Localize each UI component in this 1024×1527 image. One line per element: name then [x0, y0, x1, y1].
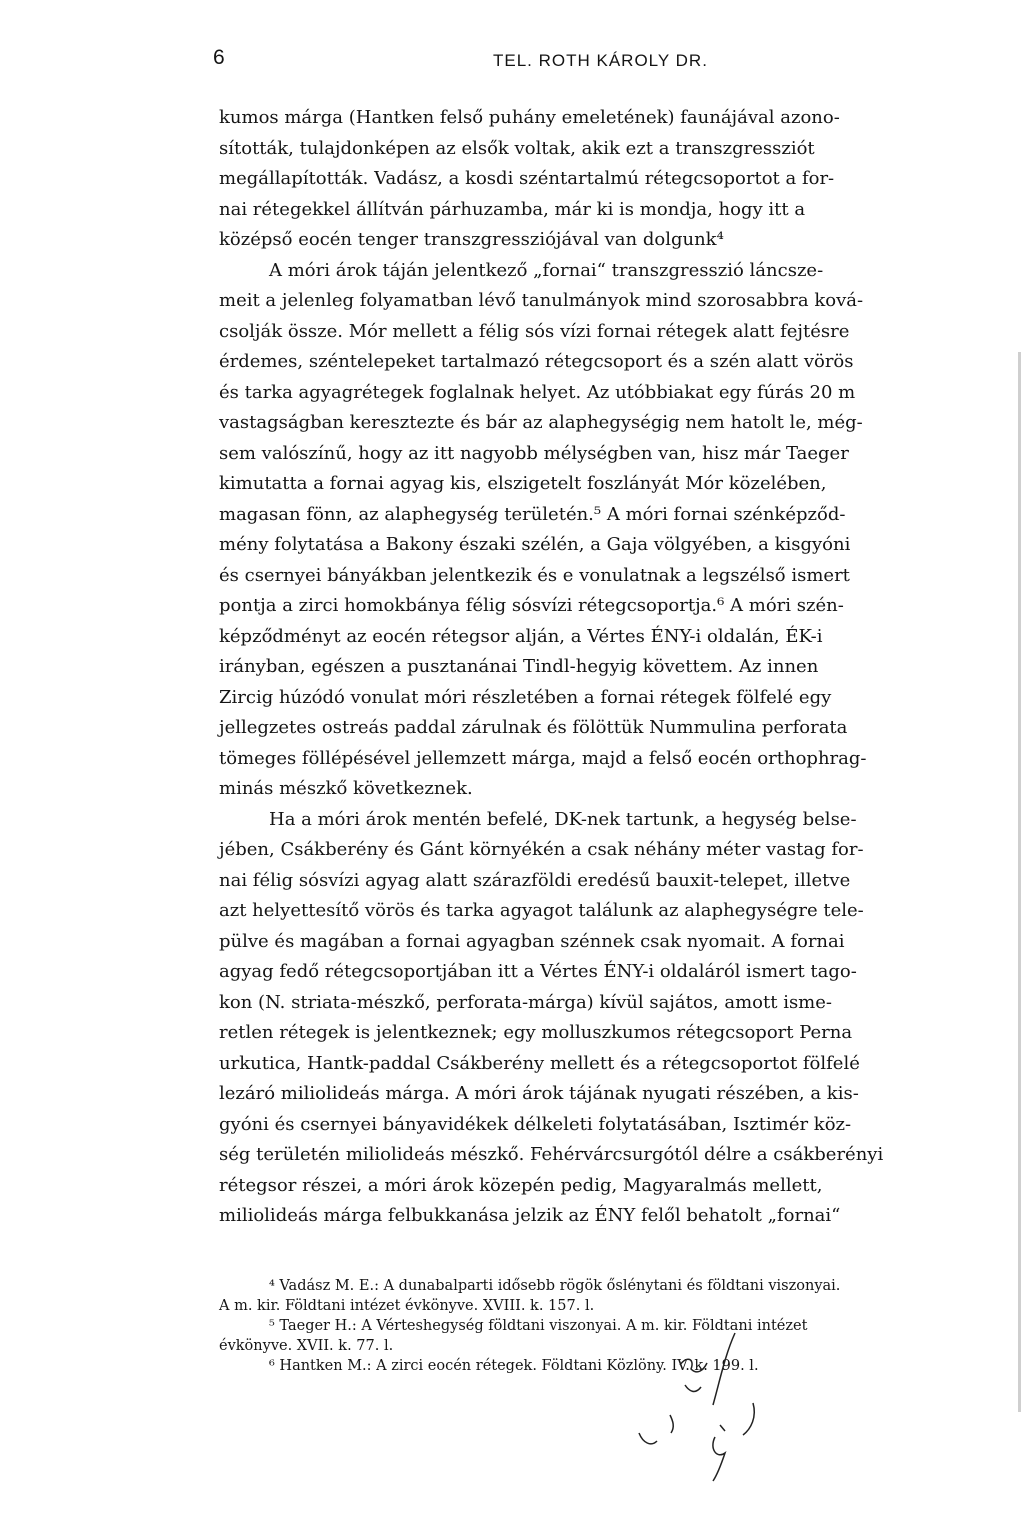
text-line: vastagságban keresztezte és bár az alaphegységig nem hatolt le, még-	[219, 412, 863, 433]
running-head: TEL. ROTH KÁROLY DR.	[493, 51, 708, 70]
text-line: pontja a zirci homokbánya félig sósvízi rétegcsoportja.⁶ A móri szén-	[219, 595, 844, 616]
footnote-line: ⁵ Taeger H.: A Vérteshegység földtani viszonyai. A m. kir. Földtani intézet	[269, 1318, 808, 1334]
text-line: sították, tulajdonképen az elsők voltak, akik ezt a transzgressziót	[219, 137, 815, 159]
body-text	[219, 103, 884, 1232]
text-line: minás mészkő következnek.	[219, 778, 473, 799]
text-line: gyóni és csernyei bányavidékek délkeleti folytatásában, Isztimér köz-	[219, 1113, 852, 1135]
text-line: irányban, egészen a pusztanánai Tindl-hegyig követtem. Az innen	[219, 656, 819, 677]
text-line: kumos márga (Hantken felső puhány emeletének) faunájával azono-	[219, 107, 840, 128]
margin-rule	[1018, 352, 1021, 1412]
text-line: kimutatta a fornai agyag kis, elszigetelt foszlányát Mór közelében,	[219, 473, 827, 494]
page-header	[213, 46, 791, 76]
text-line: Ha a móri árok mentén befelé, DK-nek tartunk, a hegység belse-	[269, 808, 857, 830]
text-line: ség területén miliolideás mészkő. Fehérvárcsurgótól délre a csákberényi	[219, 1144, 884, 1165]
text-line: miliolideás márga felbukkanása jelzik az ÉNY felől behatolt „fornai“	[219, 1205, 841, 1226]
text-line: kon (N. striata-mészkő, perforata-márga) kívül sajátos, amott isme-	[219, 991, 832, 1013]
text-line: középső eocén tenger transzgressziójával van dolgunk⁴	[219, 229, 724, 250]
text-line: urkutica, Hantk-paddal Csákberény mellett és a rétegcsoportot fölfelé	[219, 1052, 860, 1074]
text-line: Zircig húzódó vonulat móri részletében a fornai rétegek fölfelé egy	[219, 686, 832, 708]
text-line: érdemes, széntelepeket tartalmazó rétegcsoport és a szén alatt vörös	[219, 351, 854, 372]
text-line: jében, Csákberény és Gánt környékén a csak néhány méter vastag for-	[219, 839, 864, 860]
text-line: tömeges föllépésével jellemzett márga, majd a felső eocén orthophrag-	[219, 747, 867, 769]
footnote-line: ⁴ Vadász M. E.: A dunabalparti idősebb rögök őslénytani és földtani viszonyai.	[269, 1278, 841, 1294]
handwritten-scribble	[625, 1325, 765, 1485]
footnote-line: évkönyve. XVII. k. 77. l.	[219, 1338, 394, 1354]
page-number: 6	[213, 46, 225, 69]
text-line: pülve és magában a fornai agyagban szénnek csak nyomait. A fornai	[219, 930, 845, 952]
text-line: mény folytatása a Bakony északi szélén, a Gaja völgyében, a kisgyóni	[219, 534, 851, 555]
footnote-line: ⁶ Hantken M.: A zirci eocén rétegek. Földtani Közlöny. IV. k. 199. l.	[269, 1358, 759, 1374]
text-line: rétegsor részei, a móri árok közepén pedig, Magyaralmás mellett,	[219, 1174, 823, 1196]
text-line: magasan fönn, az alaphegység területén.⁵ A móri fornai szénképződ-	[219, 503, 846, 525]
text-line: retlen rétegek is jelentkeznek; egy molluszkumos rétegcsoport Perna	[219, 1022, 853, 1043]
footnote-line: A m. kir. Földtani intézet évkönyve. XVIII. k. 157. l.	[219, 1298, 595, 1314]
text-line: csolják össze. Mór mellett a félig sós vízi fornai rétegek alatt fejtésre	[219, 320, 850, 342]
text-line: A móri árok táján jelentkező „fornai“ transzgresszió láncsze-	[269, 259, 824, 281]
text-line: képződményt az eocén rétegsor alján, a Vértes ÉNY-i oldalán, ÉK-i	[219, 625, 823, 647]
text-line: nai rétegekkel állítván párhuzamba, már ki is mondja, hogy itt a	[219, 198, 806, 220]
text-line: megállapították. Vadász, a kosdi széntartalmú rétegcsoportot a for-	[219, 168, 835, 189]
text-line: agyag fedő rétegcsoportjában itt a Vértes ÉNY-i oldaláról ismert tago-	[219, 961, 857, 982]
text-line: jellegzetes ostreás paddal zárulnak és fölöttük Nummulina perforata	[219, 717, 848, 738]
text-line: és tarka agyagrétegek foglalnak helyet. Az utóbbiakat egy fúrás 20 m	[219, 381, 856, 403]
text-line: és csernyei bányákban jelentkezik és e vonulatnak a legszélső ismert	[219, 564, 850, 586]
text-line: nai félig sósvízi agyag alatt szárazföldi eredésű bauxit-telepet, illetve	[219, 869, 851, 891]
text-line: lezáró miliolideás márga. A móri árok tájának nyugati részében, a kis-	[219, 1083, 859, 1104]
text-line: sem valószínű, hogy az itt nagyobb mélységben van, hisz már Taeger	[219, 442, 849, 464]
text-line: azt helyettesítő vörös és tarka agyagot találunk az alaphegységre tele-	[219, 900, 864, 921]
text-line: meit a jelenleg folyamatban lévő tanulmányok mind szorosabbra ková-	[219, 290, 864, 311]
